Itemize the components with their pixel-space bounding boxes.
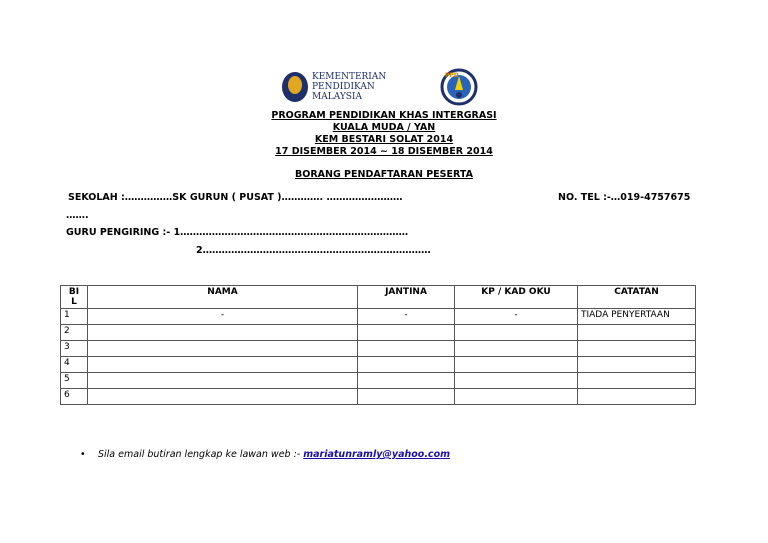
col-catatan: CATATAN bbox=[578, 286, 696, 309]
school-field-cont: ……. bbox=[66, 210, 89, 221]
tel-field: NO. TEL :-…019-4757675 bbox=[558, 192, 691, 203]
table-header-row bbox=[61, 286, 696, 309]
kpm-logo bbox=[282, 70, 387, 108]
table-row bbox=[61, 309, 696, 325]
cell-bil: 6 bbox=[61, 389, 88, 405]
cell-nama bbox=[88, 325, 358, 341]
cell-nama bbox=[88, 373, 358, 389]
cell-jantina bbox=[358, 357, 455, 373]
col-jantina: JANTINA bbox=[358, 286, 455, 309]
cell-kp bbox=[455, 341, 578, 357]
col-bil: BI L bbox=[61, 286, 88, 309]
kpm-line-1: KEMENTERIAN bbox=[312, 72, 387, 82]
form-title: BORANG PENDAFTARAN PESERTA bbox=[295, 169, 473, 180]
cell-catatan bbox=[578, 325, 696, 341]
cell-bil: 3 bbox=[61, 341, 88, 357]
cell-jantina bbox=[358, 389, 455, 405]
table-row bbox=[61, 325, 696, 341]
kpm-emblem-inner-icon bbox=[288, 76, 302, 94]
col-kp: KP / KAD OKU bbox=[455, 286, 578, 309]
cell-catatan bbox=[578, 341, 696, 357]
cell-kp bbox=[455, 357, 578, 373]
cell-catatan bbox=[578, 373, 696, 389]
cell-jantina: - bbox=[358, 309, 455, 325]
kpm-line-2: PENDIDIKAN bbox=[312, 82, 375, 92]
cell-kp bbox=[455, 389, 578, 405]
header-line-3: KEM BESTARI SOLAT 2014 bbox=[314, 134, 454, 145]
cell-catatan bbox=[578, 357, 696, 373]
cell-jantina bbox=[358, 373, 455, 389]
cell-catatan bbox=[578, 389, 696, 405]
guru-field-2: 2……………………………………………………………… bbox=[196, 245, 431, 256]
cell-kp bbox=[455, 325, 578, 341]
col-nama: NAMA bbox=[88, 286, 358, 309]
email-link[interactable]: mariatunramly@yahoo.com bbox=[303, 449, 450, 460]
svg-text:PPD: PPD bbox=[445, 72, 459, 79]
cell-kp: - bbox=[455, 309, 578, 325]
header-line-1: PROGRAM PENDIDIKAN KHAS INTERGRASI bbox=[271, 110, 497, 121]
table-row bbox=[61, 341, 696, 357]
kpm-logo-text bbox=[312, 72, 386, 102]
cell-nama: - bbox=[88, 309, 358, 325]
cell-bil: 1 bbox=[61, 309, 88, 325]
cell-jantina bbox=[358, 325, 455, 341]
cell-bil: 2 bbox=[61, 325, 88, 341]
participant-table bbox=[60, 285, 696, 405]
school-field: SEKOLAH :……………SK GURUN ( PUSAT )…………. …………………… bbox=[68, 192, 403, 203]
table-row bbox=[61, 389, 696, 405]
header-line-2: KUALA MUDA / YAN bbox=[332, 122, 436, 133]
header-line-4: 17 DISEMBER 2014 ~ 18 DISEMBER 2014 bbox=[275, 146, 493, 157]
cell-nama bbox=[88, 357, 358, 373]
cell-catatan: TIADA PENYERTAAN bbox=[578, 309, 696, 325]
table-row bbox=[61, 357, 696, 373]
cell-bil: 4 bbox=[61, 357, 88, 373]
bullet-icon: • bbox=[80, 449, 86, 460]
ppd-logo-icon bbox=[440, 68, 478, 106]
email-note bbox=[98, 449, 450, 460]
cell-jantina bbox=[358, 341, 455, 357]
table-row bbox=[61, 373, 696, 389]
cell-nama bbox=[88, 389, 358, 405]
email-note-text: Sila email butiran lengkap ke lawan web :- bbox=[98, 449, 304, 460]
cell-kp bbox=[455, 373, 578, 389]
kpm-line-3: MALAYSIA bbox=[312, 92, 362, 102]
guru-field-1: GURU PENGIRING :- 1……………………………………………………………… bbox=[66, 227, 409, 238]
cell-nama bbox=[88, 341, 358, 357]
cell-bil: 5 bbox=[61, 373, 88, 389]
